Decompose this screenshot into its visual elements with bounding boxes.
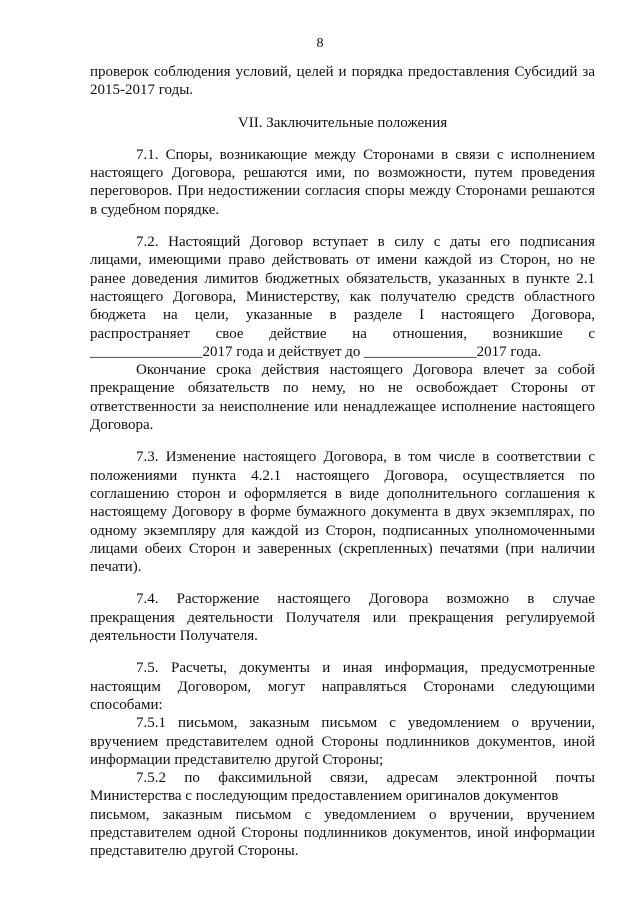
text-line: печати). xyxy=(90,559,142,576)
text-line: настоящему Договору в форме бумажного документа в двух экземплярах, по xyxy=(90,504,595,521)
text-line: вручением представителем одной Стороны подлинников документов, иной xyxy=(90,733,595,750)
section-title: VII. Заключительные положения xyxy=(237,114,448,131)
text-line: представителем одной Стороны подлинников документов, иной информации xyxy=(90,824,595,841)
text-line: способами: xyxy=(90,696,163,713)
text-line: одному экземпляру для каждой из Сторон, подписанных уполномоченными xyxy=(90,522,595,539)
paragraph-7-3 xyxy=(90,448,595,576)
text-line: деятельности Получателя. xyxy=(90,628,258,645)
text-line: Окончание срока действия настоящего Договора влечет за собой xyxy=(136,362,595,379)
text-line: настоящего Договора, решаются ими, по возможности, путем проведения xyxy=(90,165,595,182)
text-line: письмом, заказным письмом с уведомлением о вручении, вручением xyxy=(90,806,595,823)
text-line: в судебном порядке. xyxy=(90,201,220,218)
text-line: настоящим Договором, могут направляться Сторонами следующими xyxy=(90,678,595,695)
text-line: соглашению сторон и оформляется в виде дополнительного соглашения к xyxy=(90,485,595,502)
text-line: прекращение обязательств по нему, но не освобождает Стороны от xyxy=(90,380,595,397)
intro-paragraph xyxy=(90,63,595,100)
text-line: прекращения деятельности Получателя или прекращения регулируемой xyxy=(90,609,595,626)
text-line: ответственности за неисполнение или ненадлежащее исполнение настоящего xyxy=(90,398,595,415)
text-line: распространяет свое действие на отношения, возникшие с xyxy=(90,325,595,342)
paragraph-7-5 xyxy=(90,659,595,714)
text-line: 7.5.2 по факсимильной связи, адресам электронной почты xyxy=(136,770,595,787)
page-number: 8 xyxy=(316,36,324,51)
text-line: 7.4. Расторжение настоящего Договора возможно в случае xyxy=(136,591,595,608)
text-line: информации представителю другой Стороны; xyxy=(90,751,384,768)
text-line: лицами обеих Сторон и заверенных (скрепленных) печатями (при наличии xyxy=(90,540,595,557)
paragraph-7-5-1 xyxy=(90,714,595,769)
text-line: 7.5. Расчеты, документы и иная информация, предусмотренные xyxy=(136,660,595,677)
text-line: 7.2. Настоящий Договор вступает в силу с даты его подписания xyxy=(136,234,595,251)
text-line: Договора. xyxy=(90,417,154,434)
text-line: ранее доведения лимитов бюджетных обязательств, указанных в пункте 2.1 xyxy=(90,270,595,287)
paragraph-7-1 xyxy=(90,146,595,219)
paragraph-7-2 xyxy=(90,233,595,361)
paragraph-7-2-termination xyxy=(90,361,595,434)
text-line: бюджета на цели, указанные в разделе I настоящего Договора, xyxy=(90,307,595,324)
paragraph-7-4 xyxy=(90,590,595,645)
paragraph-7-5-2 xyxy=(90,769,595,860)
text-line: проверок соблюдения условий, целей и порядка предоставления Субсидий за xyxy=(90,64,595,80)
text-line: 7.1. Споры, возникающие между Сторонами в связи с исполнением xyxy=(136,146,595,163)
text-line: _______________2017 года и действует до _______________2017 года. xyxy=(90,343,542,360)
text-line: Министерства с последующим предоставлением оригиналов документов xyxy=(90,788,559,805)
text-line: 2015-2017 годы. xyxy=(90,82,194,99)
text-line: 7.3. Изменение настоящего Договора, в том числе в соответствии с xyxy=(136,449,595,466)
text-line: лицами, имеющими право действовать от имени каждой из Сторон, но не xyxy=(90,252,595,269)
text-line: переговоров. При недостижении согласия споры между Сторонами решаются xyxy=(90,183,595,200)
text-line: настоящего Договора, Министерству, как получателю средств областного xyxy=(90,288,595,305)
text-line: положениями пункта 4.2.1 настоящего Договора, осуществляется по xyxy=(90,467,595,484)
text-line: представителю другой Стороны. xyxy=(90,843,299,860)
text-line: 7.5.1 письмом, заказным письмом с уведомлением о вручении, xyxy=(136,715,595,732)
document-body xyxy=(90,63,595,861)
